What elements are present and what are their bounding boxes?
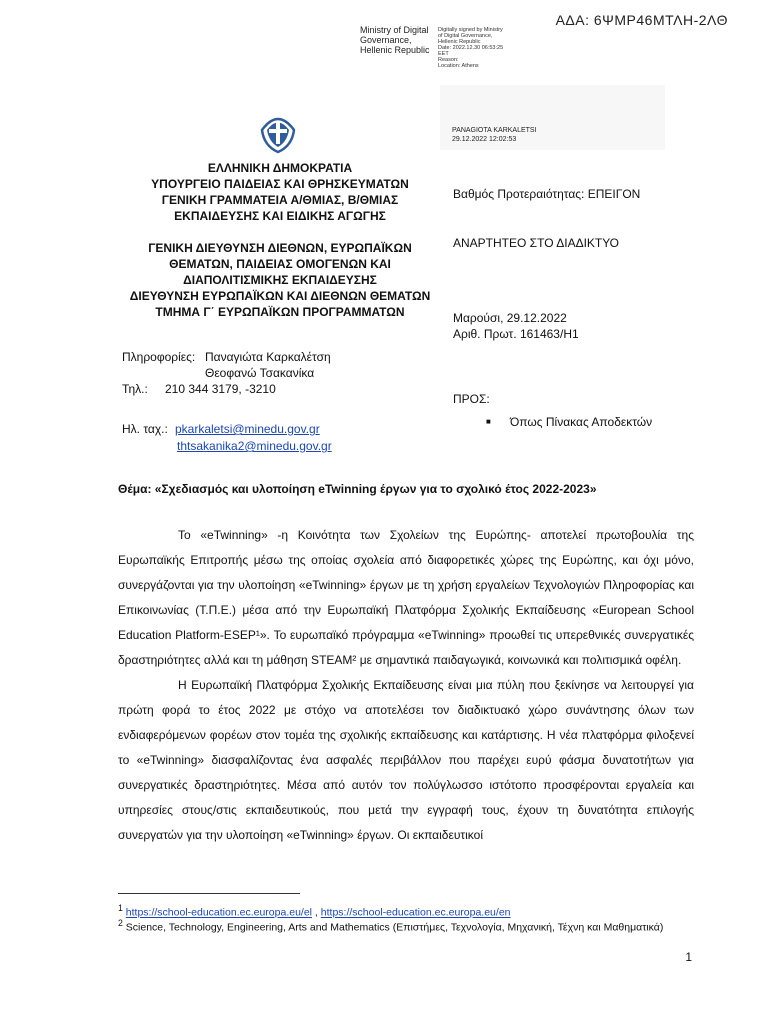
header-directorate xyxy=(120,240,440,320)
header-line: ΕΛΛΗΝΙΚΗ ΔΗΜΟΚΡΑΤΙΑ xyxy=(207,161,353,175)
footnote-text: Science, Technology, Engineering, Arts and Mathematics (Επιστήμες, Τεχνολογία, Μηχανική, Τέχνη και Μαθηματικά) xyxy=(125,921,664,934)
signer-name: PANAGIOTA KARKALETSI xyxy=(452,127,537,134)
post-online: ΑΝΑΡΤΗΤΕΟ ΣΤΟ ΔΙΑΔΙΚΤΥΟ xyxy=(453,236,619,250)
signature-org-line: Governance, xyxy=(360,35,412,45)
email-link-2[interactable]: thtsakanika2@minedu.gov.gr xyxy=(177,439,332,453)
header-line: ΤΜΗΜΑ Γ΄ ΕΥΡΩΠΑΪΚΩΝ ΠΡΟΓΡΑΜΜΑΤΩΝ xyxy=(155,305,405,319)
header-line: ΥΠΟΥΡΓΕΙΟ ΠΑΙΔΕΙΑΣ ΚΑΙ ΘΡΗΣΚΕΥΜΑΤΩΝ xyxy=(151,177,409,191)
email-label: Ηλ. ταχ.: xyxy=(122,422,168,436)
signature-detail-line: Date: 2022.12.30 06:53:25 xyxy=(438,45,504,51)
footnote-link-el[interactable]: https://school-education.ec.europa.eu/el xyxy=(125,906,313,919)
signature-details xyxy=(438,27,518,69)
signature-detail-line: of Digital Governance, xyxy=(438,33,493,39)
to-label: ΠΡΟΣ: xyxy=(453,392,490,406)
bullet-icon: ■ xyxy=(486,417,491,426)
footnote-2 xyxy=(118,917,694,935)
tel-number: 210 344 3179, -3210 xyxy=(165,382,276,396)
footnote-divider xyxy=(118,893,300,894)
signature-detail-line: Location: Athens xyxy=(438,63,479,69)
email-link-1[interactable]: pkarkaletsi@minedu.gov.gr xyxy=(175,422,320,436)
signature-detail-line: Reason: xyxy=(438,57,459,63)
subject-line: Θέμα: «Σχεδιασμός και υλοποίηση eTwinning έργων για το σχολικό έτος 2022-2023» xyxy=(118,482,597,496)
footnote-number: 2 xyxy=(118,918,123,928)
greek-emblem-icon xyxy=(258,112,298,154)
header-line: ΘΕΜΑΤΩΝ, ΠΑΙΔΕΙΑΣ ΟΜΟΓΕΝΩΝ ΚΑΙ xyxy=(169,257,391,271)
header-line: ΓΕΝΙΚΗ ΓΡΑΜΜΑΤΕΙΑ Α/ΘΜΙΑΣ, Β/ΘΜΙΑΣ xyxy=(161,193,399,207)
signer-block xyxy=(452,126,537,144)
protocol-number: Αριθ. Πρωτ. 161463/Η1 xyxy=(453,327,579,341)
ada-code: ΑΔΑ: 6ΨΜΡ46ΜΤΛΗ-2ΛΘ xyxy=(555,12,728,28)
paragraph: Το «eTwinning» -η Κοινότητα των Σχολείων της Ευρώπης- αποτελεί πρωτοβουλία της Ευρωπαϊκής Επιτροπής μέσω της οποίας σχολεία από διαφορετικές χώρες της Ευρώπης, και όχι μόνο, συνεργάζονται για την υλοποίηση «eTwinning» έργων με τη χρήση εργαλείων Τεχνολογιών Πληροφορίας και Επικοινωνίας (Τ.Π.Ε.) μέσα από την Ευρωπαϊκή Πλατφόρμα Σχολικής Εκπαίδευσης «European School Education Platform-ESEP¹». Το ευρωπαϊκό πρόγραμμα «eTwinning» προωθεί τις υπερεθνικές συνεργατικές δραστηριότητες αλλά και τη μάθηση STEAM² με σημαντικά παιδαγωγικά, κοινωνικά και πολιτισμικά οφέλη. xyxy=(118,528,694,667)
header-line: ΔΙΑΠΟΛΙΤΙΣΜΙΚΗΣ ΕΚΠΑΙΔΕΥΣΗΣ xyxy=(183,273,377,287)
signature-detail-line: Hellenic Republic xyxy=(438,39,481,45)
info-person-1: Παναγιώτα Καρκαλέτση xyxy=(205,350,331,364)
header-line: ΕΚΠΑΙΔΕΥΣΗΣ ΚΑΙ ΕΙΔΙΚΗΣ ΑΓΩΓΗΣ xyxy=(174,209,386,223)
footnote-number: 1 xyxy=(118,903,123,913)
signature-detail-line: Digitally signed by Ministry xyxy=(438,27,503,33)
info-person-2: Θεοφανώ Τσακανίκα xyxy=(205,366,315,380)
signature-org-line: Ministry of Digital xyxy=(360,25,429,35)
priority: Βαθμός Προτεραιότητας: ΕΠΕΙΓΟΝ xyxy=(453,187,641,201)
footnote-link-en[interactable]: https://school-education.ec.europa.eu/en xyxy=(320,906,511,919)
page-number: 1 xyxy=(685,950,692,964)
footnote-separator: , xyxy=(312,906,321,919)
header-ministry xyxy=(120,160,440,224)
body-text xyxy=(118,523,694,848)
signature-org-line: Hellenic Republic xyxy=(360,45,430,55)
signature-detail-line: EET xyxy=(438,51,449,57)
header-line: ΓΕΝΙΚΗ ΔΙΕΥΘΥΝΣΗ ΔΙΕΘΝΩΝ, ΕΥΡΩΠΑΪΚΩΝ xyxy=(148,241,412,255)
signature-box xyxy=(440,85,665,150)
tel-label: Τηλ.: xyxy=(122,382,148,396)
doc-date: Μαρούσι, 29.12.2022 xyxy=(453,311,567,325)
info-label: Πληροφορίες: xyxy=(122,350,196,364)
paragraph: Η Ευρωπαϊκή Πλατφόρμα Σχολικής Εκπαίδευσης είναι μια πύλη που ξεκίνησε να λειτουργεί για πρώτη φορά το έτος 2022 με στόχο να αποτελέσει τον διαδικτυακό χώρο συνάντησης όλων των ενδιαφερόμενων φορέων στον τομέα της σχολικής εκπαίδευσης και κατάρτισης. Η νέα πλατφόρμα φιλοξενεί το «eTwinning» διασφαλίζοντας ένα ασφαλές περιβάλλον που παρέχει ευρύ φάσμα δυνατοτήτων για συνεργατικές δραστηριότητες. Μέσα από αυτόν τον πολύγλωσσο ιστότοπο προσφέρονται εργαλεία και υπηρεσίες στους/στις εκπαιδευτικούς, που μετά την εγγραφή τους, έχουν τη δυνατότητα επιλογής συνεργατών για την υλοποίηση «eTwinning» έργων. Οι εκπαιδευτικοί xyxy=(118,678,694,842)
recipient: Όπως Πίνακας Αποδεκτών xyxy=(510,415,653,429)
header-line: ΔΙΕΥΘΥΝΣΗ ΕΥΡΩΠΑΪΚΩΝ ΚΑΙ ΔΙΕΘΝΩΝ ΘΕΜΑΤΩΝ xyxy=(129,289,431,303)
signed-at: 29.12.2022 12:02:53 xyxy=(452,136,517,143)
